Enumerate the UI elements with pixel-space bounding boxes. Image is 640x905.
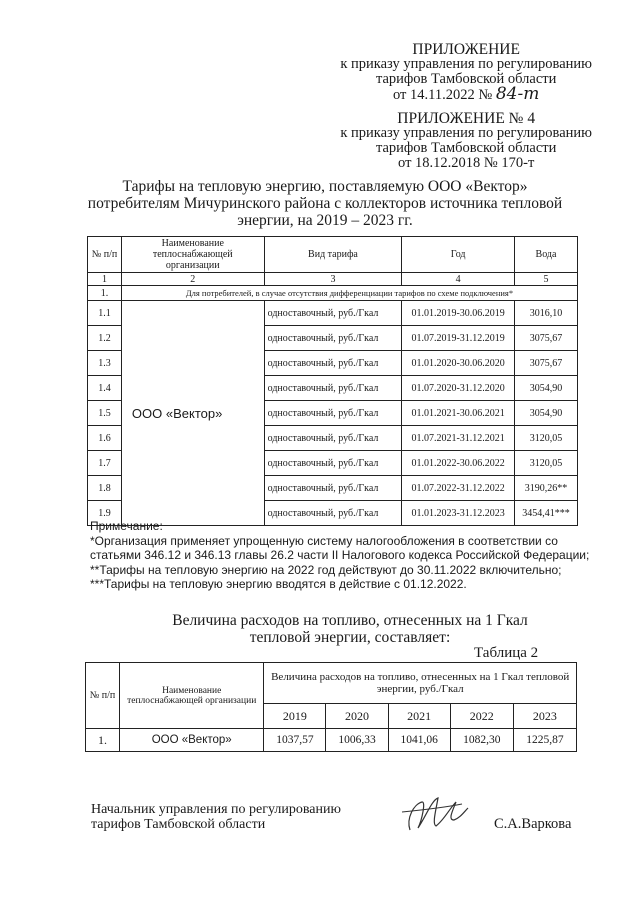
title-line: потребителям Мичуринского района с коллекторов источника тепловой <box>87 195 563 212</box>
section-row <box>88 286 578 301</box>
appendix-header <box>340 42 592 103</box>
year-cell: 2023 <box>513 704 576 729</box>
row-tariff: одноставочный, руб./Гкал <box>264 376 402 401</box>
section-text: Для потребителей, в случае отсутствия дифференциации тарифов по схеме подключения* <box>121 286 577 301</box>
col-number: 2 <box>121 273 264 286</box>
header-water: Вода <box>515 237 578 273</box>
row-num: 1.9 <box>88 501 122 526</box>
year-cell: 2022 <box>450 704 513 729</box>
appendix-date-text: от 14.11.2022 № <box>393 87 493 103</box>
fuel-value: 1082,30 <box>450 729 513 752</box>
table-label: Таблица 2 <box>474 645 539 661</box>
fuel-header-value: Величина расходов на топливо, отнесенных на 1 Гкал тепловой энергии, руб./Гкал <box>264 663 577 704</box>
notes-title: Примечание: <box>90 519 163 533</box>
row-value: 3016,10 <box>515 301 578 326</box>
row-num: 1.2 <box>88 326 122 351</box>
table-row <box>88 301 578 326</box>
appendix4-line: тарифов Тамбовской области <box>375 140 557 156</box>
org-name-cell: ООО «Вектор» <box>121 301 264 526</box>
row-tariff: одноставочный, руб./Гкал <box>264 451 402 476</box>
appendix4-line: к приказу управления по регулированию <box>340 125 592 141</box>
row-value: 3054,90 <box>515 376 578 401</box>
col-number: 5 <box>515 273 578 286</box>
fuel-value: 1225,87 <box>513 729 576 752</box>
appendix-title: ПРИЛОЖЕНИЕ <box>412 41 520 58</box>
appendix-line: к приказу управления по регулированию <box>340 56 592 72</box>
header-year: Год <box>402 237 515 273</box>
signature-line: Начальник управления по регулированию <box>91 802 341 817</box>
fuel-row-org: ООО «Вектор» <box>120 729 264 752</box>
appendix4-title: ПРИЛОЖЕНИЕ № 4 <box>397 110 536 127</box>
document-title <box>85 178 565 229</box>
note-item: *Организация применяет упрощенную систему налогообложения в соответствии со статьями 346.12 и 346.13 главы 26.2 части II Налогового кодекса Российской Федерации; <box>90 533 590 562</box>
fuel-title-line: тепловой энергии, составляет: <box>249 629 451 646</box>
row-num: 1.7 <box>88 451 122 476</box>
fuel-title <box>130 612 570 646</box>
row-tariff: одноставочный, руб./Гкал <box>264 351 402 376</box>
tariff-table <box>87 236 578 526</box>
row-value: 3120,05 <box>515 426 578 451</box>
header-org: Наименование теплоснабжающей организации <box>121 237 264 273</box>
col-number: 1 <box>88 273 122 286</box>
col-number: 4 <box>402 273 515 286</box>
row-tariff: одноставочный, руб./Гкал <box>264 401 402 426</box>
fuel-table <box>85 662 577 752</box>
appendix4-header <box>340 111 592 171</box>
fuel-title-line: Величина расходов на топливо, отнесенных на 1 Гкал <box>172 612 528 629</box>
row-num: 1.8 <box>88 476 122 501</box>
row-tariff: одноставочный, руб./Гкал <box>264 501 402 526</box>
row-value: 3075,67 <box>515 351 578 376</box>
row-period: 01.01.2019-30.06.2019 <box>402 301 515 326</box>
fuel-value: 1006,33 <box>326 729 388 752</box>
column-numbers-row <box>88 273 578 286</box>
row-period: 01.01.2022-30.06.2022 <box>402 451 515 476</box>
fuel-header-num: № п/п <box>86 663 120 729</box>
note-item: **Тарифы на тепловую энергию на 2022 год действуют до 30.11.2022 включительно; <box>90 562 562 577</box>
row-tariff: одноставочный, руб./Гкал <box>264 301 402 326</box>
table-header-row <box>88 237 578 273</box>
fuel-header-org: Наименование теплоснабжающей организации <box>120 663 264 729</box>
row-num: 1.3 <box>88 351 122 376</box>
appendix-date <box>340 84 592 104</box>
signature-line: тарифов Тамбовской области <box>91 817 266 832</box>
row-period: 01.07.2019-31.12.2019 <box>402 326 515 351</box>
row-value: 3454,41*** <box>515 501 578 526</box>
fuel-value: 1037,57 <box>264 729 326 752</box>
fuel-value: 1041,06 <box>388 729 450 752</box>
notes-block <box>90 519 595 592</box>
row-num: 1.5 <box>88 401 122 426</box>
fuel-header-row <box>86 663 577 704</box>
signature-name: С.А.Варкова <box>494 816 572 832</box>
row-period: 01.07.2021-31.12.2021 <box>402 426 515 451</box>
title-line: энергии, на 2019 – 2023 гг. <box>237 212 413 229</box>
year-cell: 2021 <box>388 704 450 729</box>
appendix4-date: от 18.12.2018 № 170-т <box>398 155 535 171</box>
row-num: 1.4 <box>88 376 122 401</box>
row-period: 01.07.2020-31.12.2020 <box>402 376 515 401</box>
row-num: 1.1 <box>88 301 122 326</box>
row-value: 3054,90 <box>515 401 578 426</box>
row-num: 1.6 <box>88 426 122 451</box>
fuel-row-num: 1. <box>86 729 120 752</box>
row-value: 3190,26** <box>515 476 578 501</box>
handwritten-order-number: 84-т <box>495 84 540 104</box>
header-tariff: Вид тарифа <box>264 237 402 273</box>
row-tariff: одноставочный, руб./Гкал <box>264 426 402 451</box>
col-number: 3 <box>264 273 402 286</box>
header-num: № п/п <box>88 237 122 273</box>
row-value: 3075,67 <box>515 326 578 351</box>
handwritten-signature <box>392 790 472 838</box>
signature-position <box>91 802 341 832</box>
row-value: 3120,05 <box>515 451 578 476</box>
year-cell: 2020 <box>326 704 388 729</box>
section-num: 1. <box>88 286 122 301</box>
row-period: 01.01.2020-30.06.2020 <box>402 351 515 376</box>
signature-stroke <box>409 798 468 830</box>
row-tariff: одноставочный, руб./Гкал <box>264 326 402 351</box>
row-tariff: одноставочный, руб./Гкал <box>264 476 402 501</box>
appendix-line: тарифов Тамбовской области <box>375 71 557 87</box>
note-item: ***Тарифы на тепловую энергию вводятся в действие с 01.12.2022. <box>90 577 467 591</box>
row-period: 01.01.2023-31.12.2023 <box>402 501 515 526</box>
title-line: Тарифы на тепловую энергию, поставляемую ООО «Вектор» <box>122 178 528 195</box>
row-period: 01.07.2022-31.12.2022 <box>402 476 515 501</box>
row-period: 01.01.2021-30.06.2021 <box>402 401 515 426</box>
year-cell: 2019 <box>264 704 326 729</box>
table-row <box>86 729 577 752</box>
